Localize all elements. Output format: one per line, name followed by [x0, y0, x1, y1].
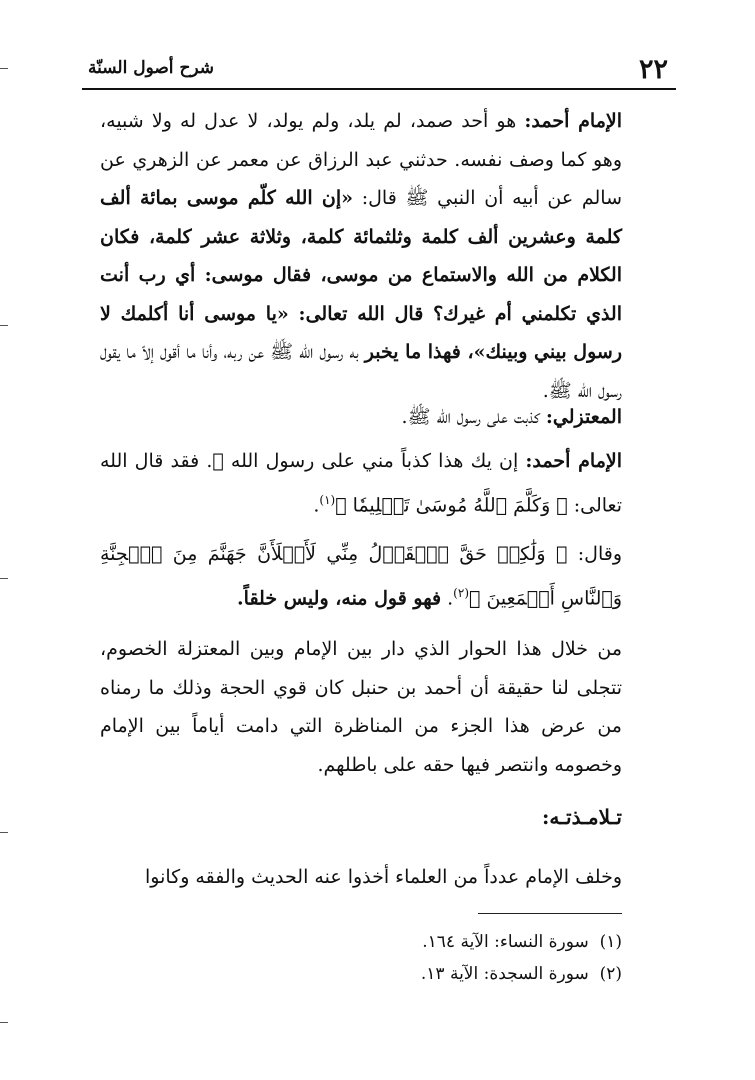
paragraph-text: إن يك هذا كذباً مني على رسول الله ﷺ. فقد قال الله تعالى:: [100, 450, 622, 516]
paragraph-text: به رسول الله ﷺ عن ربه، وأنا ما أقول إلاّ ما يقول رسول الله ﷺ.: [100, 341, 622, 402]
quran-verse: ﴿ وَكَلَّمَ ٱللَّهُ مُوسَىٰ تَكۡلِيمٗا ﴾: [335, 493, 568, 516]
page-number: ٢٢: [638, 54, 668, 85]
footnote-text: سورة النساء: الآية ١٦٤.: [422, 932, 589, 952]
paragraph-dialogue-1: [100, 102, 622, 410]
speaker-imam-ahmad: الإمام أحمد:: [525, 450, 622, 472]
hadith-quote: «إن الله كلّم موسى بمائة ألف كلمة وعشرين ألف كلمة وثلثمائة كلمة، وثلاثة عشر كلمة، فكان الكلام من الله والاستماع من موسى، فقال موسى: أي رب أنت الذي تكلمني أم غيرك؟ قال الله تعالى: «يا موسى أنا أكلمك لا رسول بيني وبينك»، فهذا ما يخبر: [100, 187, 622, 363]
speaker-imam-ahmad: الإمام أحمد:: [524, 110, 622, 132]
scan-margin-mark: [0, 68, 8, 69]
header-divider: [82, 88, 676, 90]
quran-verse: ﴿ وَلَٰكِنۡ حَقَّ ٱلۡقَوۡلُ مِنِّي لَأَمۡلَأَنَّ جَهَنَّمَ مِنَ ٱلۡجِنَّةِ وَٱلنَّاسِ أَجۡمَعِينَ ﴾: [100, 543, 622, 609]
paragraph-summary: من خلال هذا الحوار الذي دار بين الإمام وبين المعتزلة الخصوم، تتجلى لنا حقيقة أن أحمد بن حنبل كان قوي الحجة وذلك ما رمناه من عرض هذا الجزء من المناظرة التي دامت أياماً بين الإمام وخصومه وانتصر فيها حقه على باطلهم.: [100, 638, 622, 776]
scan-margin-mark: [0, 578, 8, 579]
footnote-number: (٢): [599, 964, 622, 984]
conclusion-text: فهو قول منه، وليس خلقاً.: [237, 586, 442, 609]
scan-margin-mark: [0, 832, 8, 833]
footnote-ref-1: (١): [319, 492, 336, 507]
paragraph-text: كذبت على رسول الله ﷺ.: [401, 406, 546, 428]
footnote-text: سورة السجدة: الآية ١٣.: [420, 964, 589, 984]
paragraph-students: وخلف الإمام عدداً من العلماء أخذوا عنه الحديث والفقه وكانوا: [144, 866, 622, 888]
paragraph-dialogue-3: [100, 442, 622, 524]
paragraph-text: هو أحد صمد، لم يلد، ولم يولد، لا عدل له ولا شبيه، وهو كما وصف نفسه. حدثني عبد الرزاق عن معمر عن الزهري عن سالم عن أبيه أن النبي ﷺ قال:: [100, 110, 622, 209]
footnote-ref-2: (٢): [453, 585, 469, 600]
footnote-1: [422, 932, 622, 952]
paragraph-text: .: [313, 493, 320, 516]
speaker-mutazili: المعتزلي:: [545, 406, 622, 428]
footnote-divider: [478, 913, 622, 914]
running-title: شرح أصول السنّة: [88, 58, 215, 78]
footnote-number: (١): [599, 932, 622, 952]
page-header: [82, 52, 676, 88]
paragraph-dialogue-4: [100, 535, 622, 617]
paragraph-dialogue-2: [100, 398, 622, 437]
paragraph-text: .: [441, 586, 454, 609]
footnote-2: [421, 964, 622, 984]
section-heading: تـلامـذتـه:: [542, 805, 622, 829]
scan-margin-mark: [0, 1022, 8, 1023]
scan-margin-mark: [0, 325, 8, 326]
paragraph-text: وقال:: [567, 543, 622, 565]
